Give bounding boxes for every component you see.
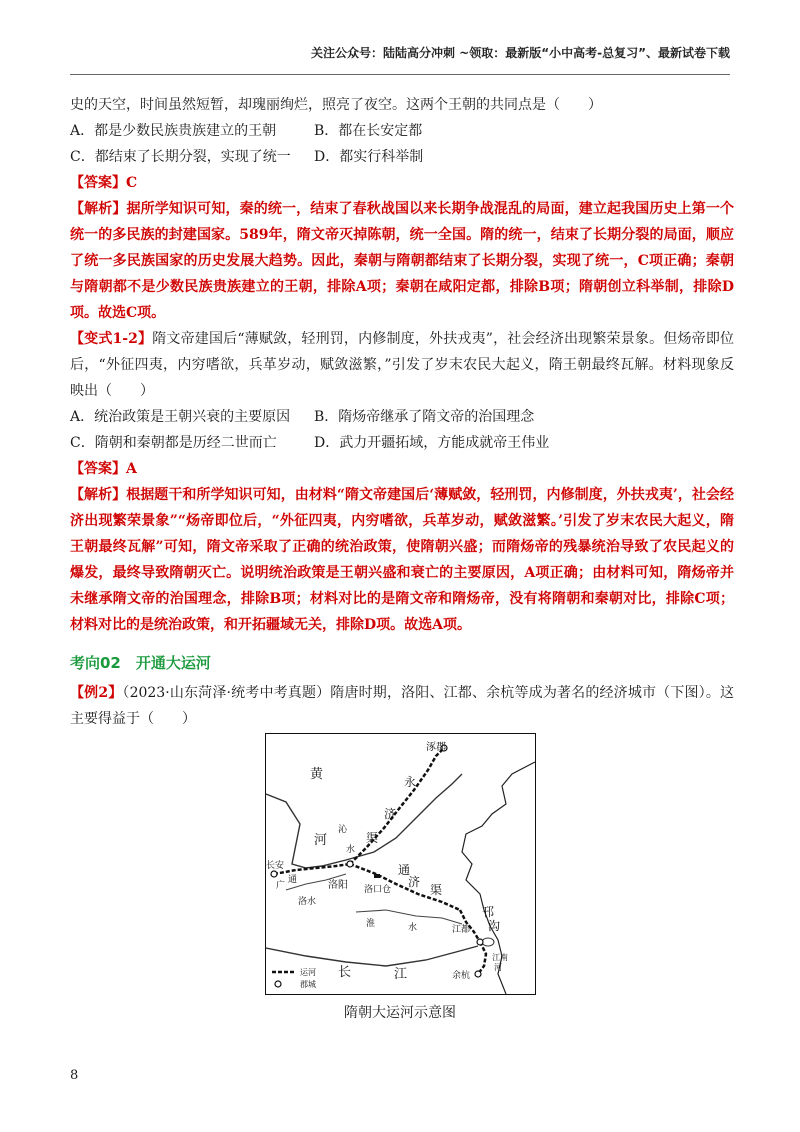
q2-stem-text: 隋文帝建国后“薄赋敛，轻刑罚，内修制度，外扶戎夷”，社会经济出现繁荣景象。但炀帝即位后，“外征四夷，内穷嗜欲，兵革岁动，赋敛滋繁，”引发了岁末农民大起义，隋王朝最终瓦解。材料现象反映出（ ） (70, 331, 734, 399)
analysis-tag: 【解析】 (70, 487, 127, 503)
q2-analysis (70, 482, 734, 638)
label-ji: 济 (384, 807, 397, 821)
example-tag: 【例2】 (70, 685, 123, 701)
q2-option-c: C．隋朝和秦朝都是历经二世而亡 (70, 435, 277, 451)
label-tong: 通 (288, 875, 298, 885)
label-qu2: 渠 (430, 883, 443, 897)
label-ji2: 济 (408, 875, 421, 889)
label-jiangnan: 江南 (492, 953, 508, 962)
q2-option-b: B．隋炀帝继承了隋文帝的治国理念 (314, 409, 535, 425)
jiangnan-canal (478, 942, 486, 974)
analysis-text: 据所学知识可知，秦的统一，结束了春秋战国以来长期争战混乱的局面，建立起我国历史上第一个统一的多民族的封建国家。589年，隋文帝灭掉陈朝，统一全国。隋的统一，结束了长期分裂的局面，顺应了统一多民族国家的历史发展大趋势。因此，秦朝与隋朝都结束了长期分裂，实现了统一，C项正确；秦朝与隋朝都不是少数民族贵族建立的王朝，排除A项；秦朝在咸阳定都，排除B项；隋朝创立科举制，排除D项。故选C项。 (70, 201, 734, 321)
lake (482, 938, 494, 946)
label-yuhang: 余杭 (452, 971, 471, 981)
label-qu: 渠 (366, 831, 379, 845)
label-qin: 沁 (338, 825, 348, 835)
city-luoyang (347, 861, 353, 867)
q2-stem (70, 326, 734, 404)
granary-luokou (374, 874, 380, 878)
q1-option-a: A．都是少数民族贵族建立的王朝 (70, 123, 277, 139)
label-shui2: 水 (408, 923, 418, 933)
legend-city-swatch (275, 981, 281, 987)
yangtze-river (266, 946, 478, 966)
label-luoyang: 洛阳 (328, 880, 348, 891)
q3-stem-text: （2023·山东菏泽·统考中考真题）隋唐时期，洛阳、江都、余杭等成为著名的经济城市（下图）。这主要得益于（ ） (70, 685, 734, 727)
legend-canal-label: 运河 (300, 968, 316, 977)
legend-city-label: 郡城 (300, 980, 316, 989)
label-huang: 黄 (310, 767, 324, 782)
canal-map (265, 733, 536, 995)
answer-value: A (126, 461, 137, 477)
label-guang: 广 (276, 881, 286, 891)
answer-tag: 【答案】 (70, 175, 126, 191)
city-changan (271, 871, 277, 877)
label-gou: 沟 (488, 919, 501, 933)
q1-option-c: C．都结束了长期分裂，实现了统一 (70, 149, 291, 165)
q2-options-ab (70, 404, 734, 430)
q1-stem-end: 史的天空，时间虽然短暂，却瑰丽绚烂，照亮了夜空。这两个王朝的共同点是（ ） (70, 97, 602, 113)
variant-tag: 【变式1-2】 (70, 331, 153, 347)
label-zhuojun: 涿郡 (426, 742, 446, 753)
map-caption: 隋朝大运河示意图 (344, 1005, 456, 1021)
section-title: 考向02 开通大运河 (70, 654, 211, 672)
label-yong: 永 (404, 775, 417, 789)
q1-answer (70, 170, 734, 196)
label-he: 河 (314, 833, 328, 848)
analysis-text: 根据题干和所学知识可知，由材料“隋文帝建国后‘薄赋敛，轻刑罚，内修制度，外扶戎夷’，社会经济出现繁荣景象”“炀帝即位后，“外征四夷，内穷嗜欲，兵革岁动，赋敛滋繁。’引发了岁末农民大起义，隋王朝最终瓦解”可知，隋文帝采取了正确的统治政策，使隋朝兴盛；而隋炀帝的残暴统治导致了农民起义的爆发，最终导致隋朝灭亡。说明统治政策是王朝兴盛和衰亡的主要原因，A项正确；由材料可知，隋炀帝并未继承隋文帝的治国理念，排除B项；材料对比的是隋文帝和隋炀帝，没有将隋朝和秦朝对比，排除C项；材料对比的是统治政策，和开拓疆域无关，排除D项。故选A项。 (70, 487, 734, 633)
document-body (70, 92, 734, 732)
q2-option-d: D．武力开疆拓域，方能成就帝王伟业 (314, 435, 550, 451)
q2-options-cd (70, 430, 734, 456)
q1-options-cd (70, 144, 734, 170)
label-han: 邗 (482, 905, 495, 919)
label-luokoucang: 洛口仓 (364, 885, 392, 895)
q1-option-b: B．都在长安定都 (314, 123, 423, 139)
yongji-canal (350, 748, 444, 864)
q2-answer (70, 456, 734, 482)
q1-analysis (70, 196, 734, 326)
label-jiangdu: 江都 (452, 925, 471, 935)
q1-options-ab (70, 118, 734, 144)
guangtong-canal (274, 864, 350, 874)
q1-option-d: D．都实行科举制 (314, 149, 424, 165)
header-divider (70, 74, 730, 75)
label-chang: 长 (338, 965, 352, 980)
label-luoshui: 洛水 (298, 897, 317, 907)
city-yuhang (475, 971, 481, 977)
analysis-tag: 【解析】 (70, 201, 127, 217)
q2-option-a: A．统治政策是王朝兴衰的主要原因 (70, 409, 291, 425)
canal-map-svg (266, 734, 535, 994)
label-changan: 长安 (266, 861, 285, 871)
page-number: 8 (70, 1068, 79, 1083)
answer-value: C (126, 175, 138, 191)
answer-tag: 【答案】 (70, 461, 126, 477)
label-jiang: 江 (394, 967, 408, 982)
city-jiangdu (477, 939, 483, 945)
label-huai: 淮 (366, 919, 376, 929)
label-shui: 水 (346, 845, 356, 855)
yellow-river (266, 774, 462, 868)
label-he2: 河 (494, 963, 502, 972)
label-tong2: 通 (398, 863, 411, 877)
q3-stem (70, 680, 734, 732)
page-header: 关注公众号：陆陆高分冲刺 ~领取：最新版“小中高考-总复习”、最新试卷下载 (311, 46, 730, 60)
